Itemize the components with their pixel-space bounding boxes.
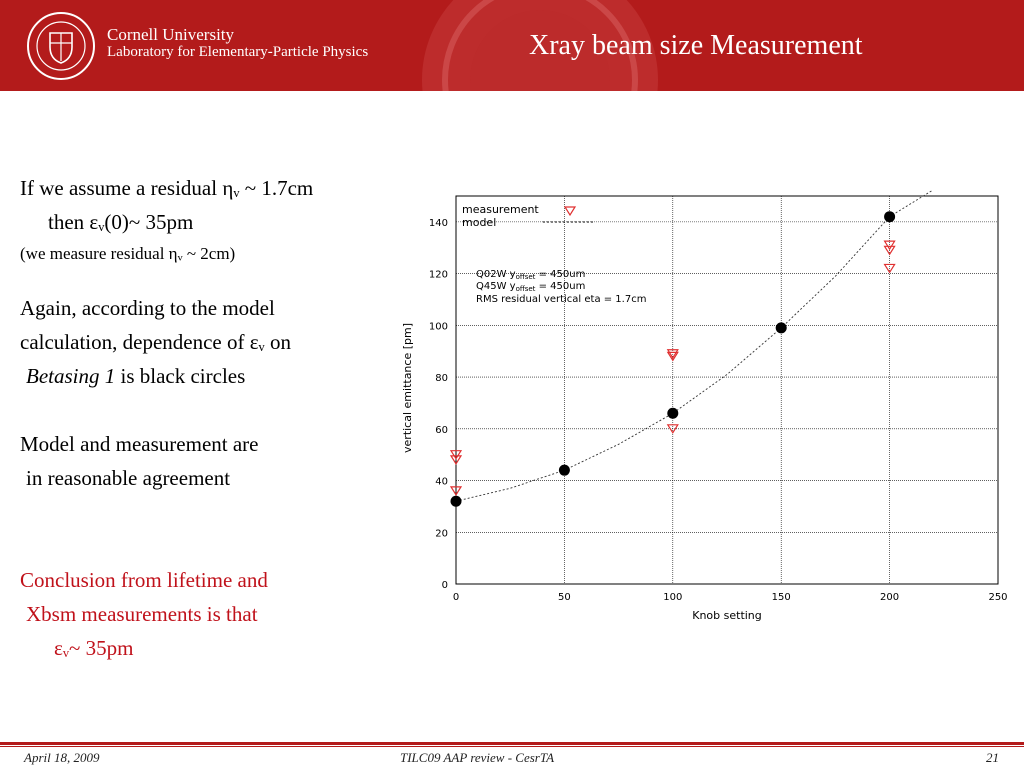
cornell-seal-logo [26, 11, 96, 81]
x-tick-label: 200 [880, 592, 900, 603]
plot-border [456, 196, 998, 584]
body-line: If we assume a residual ηᵥ ~ 1.7cm [20, 176, 314, 200]
annotation-line-2: Q45W $y_{offset} = 450um$ [476, 281, 586, 293]
emittance-chart [398, 188, 1018, 628]
annotation-line-3: RMS residual vertical eta = 1.7cm [476, 294, 647, 305]
footer-event: TILC09 AAP review - CesrTA [400, 750, 555, 765]
legend-model-label: model [462, 216, 497, 229]
model-point [451, 496, 462, 507]
org-name: Cornell University [107, 25, 235, 44]
org-lab-name: Laboratory for Elementary-Particle Physics [107, 44, 369, 60]
header-bar [0, 0, 1024, 91]
footer-divider-thin [0, 746, 1024, 747]
conclusion-line: Conclusion from lifetime and [20, 568, 268, 592]
x-tick-label: 150 [771, 592, 791, 603]
chart-grid [456, 196, 998, 584]
body-line [20, 359, 440, 393]
y-tick-label: 0 [441, 580, 448, 591]
body-note: (we measure residual ηᵥ ~ 2cm) [20, 244, 236, 263]
chart-legend [462, 203, 593, 229]
annotation-line-1: Q02W $y_{offset} = 450um$ [476, 269, 586, 281]
model-point [559, 465, 570, 476]
legend-measurement-label: measurement [462, 203, 539, 216]
slide-body [20, 171, 440, 665]
y-tick-label: 60 [435, 424, 448, 436]
y-tick-label: 120 [428, 269, 448, 281]
model-point [884, 211, 895, 222]
x-tick-label: 0 [452, 592, 460, 603]
x-axis-label: Knob setting [692, 609, 762, 622]
x-tick-label: 250 [988, 592, 1008, 603]
body-line: then εᵥ(0)~ 35pm [48, 210, 194, 234]
page-number: 21 [986, 750, 999, 765]
x-tick-label: 100 [663, 592, 683, 603]
chart-fit-curve [456, 190, 933, 501]
betasing-label: Betasing 1 [26, 364, 116, 388]
y-axis-label: vertical emittance [pm] [401, 323, 414, 453]
footer-divider [0, 742, 1024, 745]
body-line: Model and measurement are [20, 432, 259, 456]
model-curve [456, 190, 933, 501]
x-tick-label: 50 [558, 592, 571, 603]
y-tick-label: 80 [435, 373, 448, 385]
body-line: in reasonable agreement [26, 466, 231, 490]
body-text: is black circles [115, 364, 246, 388]
chart-frame [456, 196, 998, 584]
body-line: calculation, dependence of εᵥ on [20, 330, 291, 354]
conclusion-line: εᵥ~ 35pm [54, 636, 134, 660]
y-tick-label: 40 [435, 476, 448, 488]
body-line: Again, according to the model [20, 296, 275, 320]
legend-measurement-marker [565, 207, 575, 215]
chart-annotation [476, 269, 646, 305]
conclusion-line: Xbsm measurements is that [26, 602, 258, 626]
y-tick-label: 140 [428, 217, 448, 229]
footer-date: April 18, 2009 [24, 750, 100, 765]
y-tick-label: 20 [435, 528, 448, 540]
model-point [667, 408, 678, 419]
model-point [776, 322, 787, 333]
y-tick-label: 100 [428, 321, 448, 333]
slide-title: Xray beam size Measurement [529, 30, 863, 61]
